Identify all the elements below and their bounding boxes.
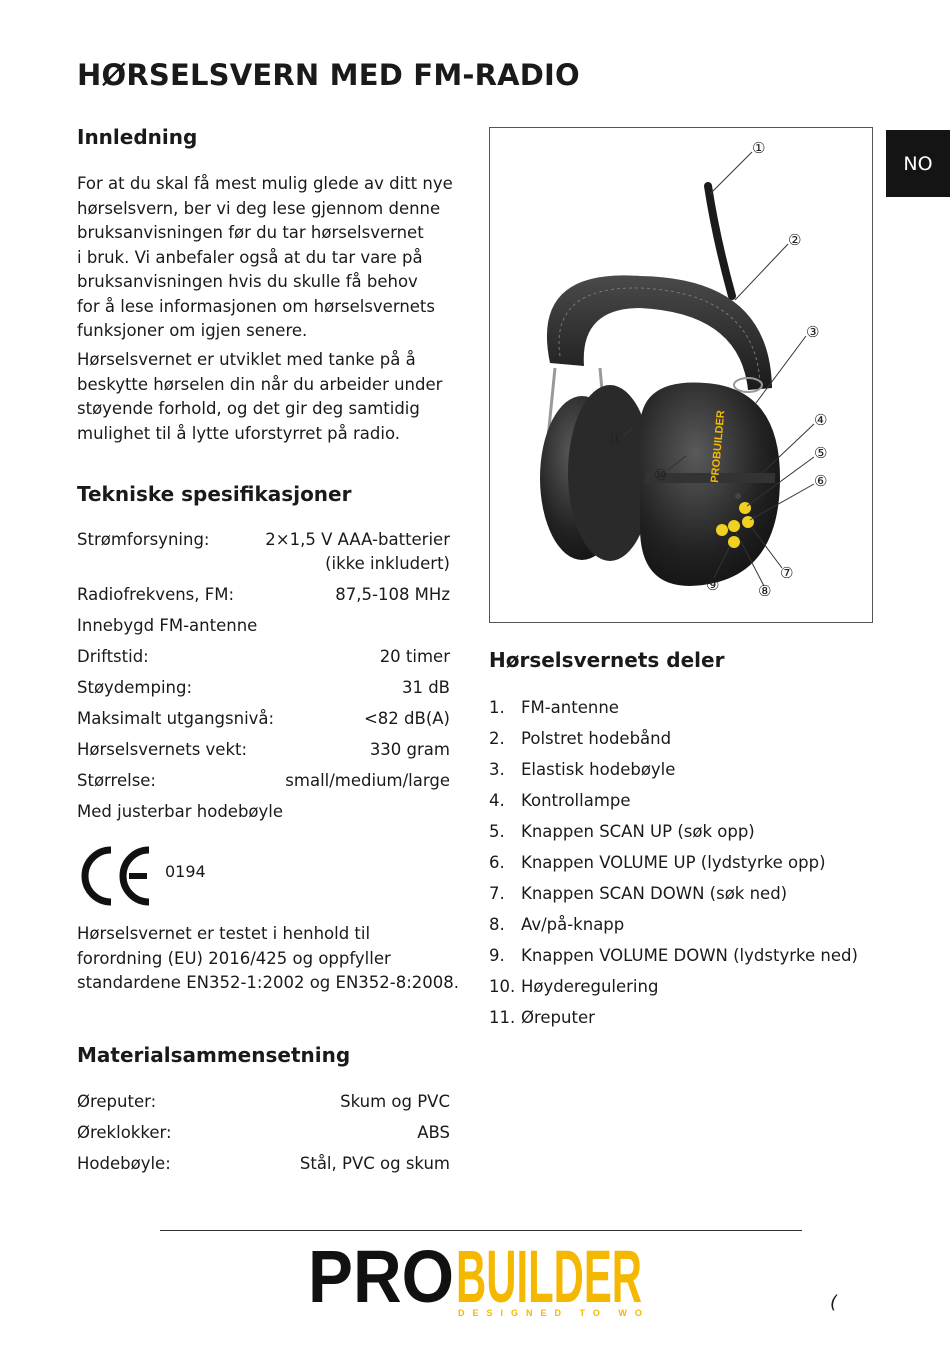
- footer-divider: [160, 1230, 802, 1231]
- intro-paragraph-1: [77, 172, 467, 344]
- ce-notified-body-number: 0194: [165, 862, 206, 881]
- page-title: HØRSELSVERN MED FM-RADIO: [77, 58, 580, 92]
- spec-value-line: (ikke inkludert): [325, 554, 450, 573]
- material-row: [77, 1152, 450, 1176]
- logo-builder-text: BUILDER: [456, 1238, 642, 1318]
- intro-line: bruksanvisningen hvis du skulle få behov: [77, 272, 418, 291]
- power-button: [728, 520, 740, 532]
- spec-value-line: 2×1,5 V AAA-batterier: [265, 530, 450, 549]
- spec-runtime: [77, 645, 450, 669]
- headband-shape: [547, 275, 772, 390]
- intro-line: i bruk. Vi anbefaler også at du tar vare på: [77, 247, 423, 267]
- ce-statement: [77, 922, 467, 996]
- item-number: 7.: [489, 884, 505, 903]
- spec-label: Størrelse:: [77, 771, 156, 790]
- ce-line: standardene EN352-1:2002 og EN352-8:2008.: [77, 973, 460, 992]
- item-label: Elastisk hodebøyle: [521, 760, 676, 779]
- probuilder-logo: [308, 1238, 648, 1322]
- spec-value: small/medium/large: [285, 771, 450, 790]
- spec-band: [77, 800, 450, 824]
- callout-9: ⑨: [706, 576, 720, 594]
- item-label: Knappen VOLUME DOWN (lydstyrke ned): [521, 946, 858, 965]
- list-item: [489, 816, 929, 847]
- spec-value: 31 dB: [401, 678, 450, 697]
- material-row: [77, 1121, 450, 1145]
- spec-size: [77, 769, 450, 793]
- spec-value: 330 gram: [369, 740, 450, 759]
- intro-line: For at du skal få mest mulig glede av ditt nye: [77, 174, 453, 193]
- item-number: 1.: [489, 698, 505, 717]
- logo-tagline-text: DESIGNED TO WO: [458, 1308, 648, 1318]
- intro-line: bruksanvisningen før du tar hørselsvernet: [77, 223, 424, 242]
- item-label: FM-antenne: [521, 698, 619, 717]
- spec-radio: [77, 583, 450, 607]
- material-label: Øreputer:: [77, 1092, 157, 1111]
- ce-line: forordning (EU) 2016/425 og oppfyller: [77, 948, 391, 968]
- callout-4: ④: [814, 411, 828, 429]
- material-label: Øreklokker:: [77, 1123, 172, 1142]
- list-item: [489, 971, 929, 1002]
- item-label: Høyderegulering: [521, 977, 659, 996]
- spec-noise: [77, 676, 450, 700]
- material-value: ABS: [417, 1123, 450, 1142]
- intro-line: funksjoner om igjen senere.: [77, 321, 308, 340]
- band-wire: [600, 368, 602, 390]
- item-number: 3.: [489, 760, 505, 779]
- left-ear-cushion: [568, 385, 652, 561]
- material-heading: Materialsammensetning: [77, 1043, 351, 1067]
- callout-10: ⑩: [654, 466, 668, 484]
- spec-value: 20 timer: [379, 647, 450, 666]
- item-label: Kontrollampe: [521, 791, 631, 810]
- callout-8: ⑧: [758, 582, 772, 600]
- callout-6: ⑥: [814, 472, 828, 490]
- spec-label: Hørselsvernets vekt:: [77, 740, 248, 759]
- material-label: Hodebøyle:: [77, 1154, 171, 1173]
- list-item: [489, 754, 929, 785]
- item-number: 6.: [489, 853, 505, 872]
- spec-label: Støydemping:: [77, 678, 193, 697]
- right-earcup: [640, 383, 780, 586]
- callout-2: ②: [788, 231, 802, 249]
- logo-pro-text: PRO: [308, 1238, 454, 1318]
- language-tab: NO: [886, 130, 950, 197]
- list-item: [489, 940, 929, 971]
- earcup-brand-text: PROBUILDER: [709, 409, 728, 484]
- item-label: Knappen SCAN DOWN (søk ned): [521, 884, 788, 903]
- item-label: Knappen SCAN UP (søk opp): [521, 822, 755, 841]
- item-number: 11.: [489, 1008, 516, 1027]
- list-item: [489, 878, 929, 909]
- spec-output: [77, 707, 450, 731]
- parts-heading: Hørselsvernets deler: [489, 648, 725, 672]
- antenna-shape: [708, 186, 732, 296]
- spec-label: Maksimalt utgangsnivå:: [77, 709, 275, 728]
- spec-power: [77, 528, 450, 576]
- intro-line: mulighet til å lytte uforstyrret på radio.: [77, 423, 401, 443]
- item-label: Polstret hodebånd: [521, 729, 672, 748]
- item-label: Av/på-knapp: [521, 915, 625, 934]
- list-item: [489, 909, 929, 940]
- list-item: [489, 1002, 929, 1033]
- volume-up-button: [742, 516, 754, 528]
- material-value: Stål, PVC og skum: [299, 1154, 450, 1173]
- item-number: 10.: [489, 977, 516, 996]
- ce-logo-icon: [77, 846, 153, 906]
- product-figure: [489, 127, 873, 623]
- intro-line: støyende forhold, og det gir deg samtidig: [77, 399, 420, 418]
- page-marker: (: [830, 1292, 838, 1313]
- item-number: 2.: [489, 729, 505, 748]
- callout-1: ①: [752, 139, 766, 157]
- spec-antenna: [77, 614, 450, 638]
- earmuff-illustration: [490, 128, 874, 624]
- spec-label: Innebygd FM-antenne: [77, 616, 258, 635]
- intro-line: for å lese informasjonen om hørselsvernets: [77, 296, 435, 316]
- callout-3: ③: [806, 323, 820, 341]
- item-label: Øreputer: [521, 1008, 595, 1027]
- spec-label: Driftstid:: [77, 647, 149, 666]
- item-number: 9.: [489, 946, 505, 965]
- material-row: [77, 1090, 450, 1114]
- list-item: [489, 723, 929, 754]
- item-label: Knappen VOLUME UP (lydstyrke opp): [521, 853, 826, 872]
- callout-7: ⑦: [780, 564, 794, 582]
- spec-value: 87,5-108 MHz: [335, 585, 450, 604]
- material-value: Skum og PVC: [340, 1092, 450, 1111]
- ce-mark: [77, 846, 153, 910]
- spec-label: Strømforsyning:: [77, 530, 210, 549]
- list-item: [489, 847, 929, 878]
- intro-line: beskytte hørselen din når du arbeider under: [77, 374, 443, 394]
- item-number: 8.: [489, 915, 505, 934]
- spec-label: Med justerbar hodebøyle: [77, 802, 284, 821]
- callout-11: ⑪: [607, 430, 623, 448]
- scan-down-button: [716, 524, 728, 536]
- intro-line: hørselsvern, ber vi deg lese gjennom denne: [77, 198, 441, 218]
- parts-list: [489, 692, 929, 1033]
- spec-value: [265, 528, 450, 576]
- callout-5: ⑤: [814, 444, 828, 462]
- specs-heading: Tekniske spesifikasjoner: [77, 482, 352, 506]
- spec-label: Radiofrekvens, FM:: [77, 585, 235, 604]
- spec-value: <82 dB(A): [363, 709, 450, 728]
- intro-heading: Innledning: [77, 125, 198, 149]
- intro-line: Hørselsvernet er utviklet med tanke på å: [77, 350, 416, 369]
- spec-weight: [77, 738, 450, 762]
- item-number: 5.: [489, 822, 505, 841]
- intro-paragraph-2: [77, 348, 467, 446]
- list-item: [489, 785, 929, 816]
- ce-line: Hørselsvernet er testet i henhold til: [77, 924, 371, 943]
- list-item: [489, 692, 929, 723]
- item-number: 4.: [489, 791, 505, 810]
